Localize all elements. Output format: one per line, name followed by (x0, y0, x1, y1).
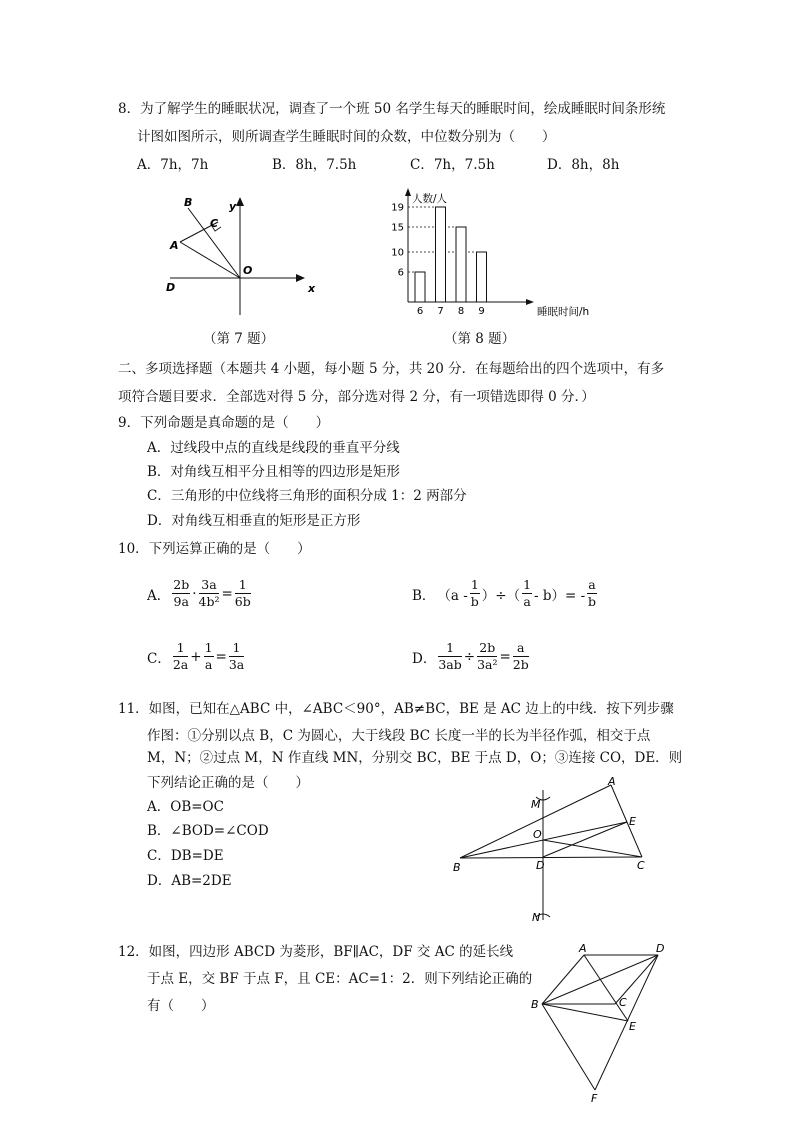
fig8-xtick-9: 9 (478, 306, 485, 317)
fig8-ytick-15: 15 (391, 222, 404, 234)
q10-b-part2: ）÷（ (481, 587, 521, 604)
q11-label-b: B (453, 861, 461, 874)
q8-stem-line2: 计图如图所示，则所调查学生睡眠时间的众数，中位数分别为（ ） (137, 129, 556, 145)
q11-option-a: A．OB=OC (147, 799, 224, 815)
q9-stem: 9．下列命题是真命题的是（ ） (118, 415, 330, 431)
q11-label-n: N (532, 911, 541, 924)
q12-line-bf (542, 1004, 595, 1090)
q11-label-m: M (531, 798, 541, 811)
q10-d-frac2: $\frac{2b}{\text{3a²}}$ (477, 640, 498, 673)
fig8-bar-9 (477, 252, 487, 302)
q10-a-label: A． (147, 587, 171, 604)
fig7-label-a: A (170, 239, 179, 252)
q11-stem-line4: 下列结论正确的是（ ） (147, 775, 309, 791)
q8-stem-line1: 8．为了解学生的睡眠状况，调查了一个班 50 名学生每天的睡眠时间，绘成睡眠时间条形统 (118, 101, 666, 117)
q12-stem-line3: 有（ ） (147, 998, 215, 1014)
fig8-bar-chart (380, 182, 610, 322)
q11-stem-line2: 作图：①分别以点 B，C 为圆心，大于线段 BC 长度一半的长为半径作弧，相交于点 (147, 728, 651, 744)
q8-option-c: C．7h，7.5h (410, 157, 495, 173)
fig8-bar-7 (436, 207, 446, 302)
q10-b-part3: - b）= - (534, 587, 586, 604)
q11-option-d: D．AB=2DE (147, 873, 232, 889)
q9-option-d: D．对角线互相垂直的矩形是正方形 (147, 513, 361, 529)
q10-option-b (412, 578, 597, 610)
q12-line-df (595, 955, 658, 1090)
fig8-ytick-6: 6 (397, 267, 404, 279)
q11-side-ac (611, 785, 642, 857)
q11-stem-line3: M，N；②过点 M，N 作直线 MN，分别交 BC，BE 于点 D，O；③连接 CO，DE．则 (147, 750, 683, 766)
q11-label-a: A (608, 775, 616, 788)
q10-stem: 10．下列运算正确的是（ ） (118, 541, 311, 557)
q12-label-b: B (531, 998, 539, 1011)
fig7-y-arrow (236, 197, 244, 206)
q8-option-d: D．8h，8h (547, 157, 620, 173)
q10-d-frac3: $\frac{a}{2b}$ (512, 640, 529, 673)
q10-a-frac1: $\frac{2b}{9a}$ (173, 577, 190, 610)
fig7-label-o: O (243, 264, 253, 277)
q12-line-ae (584, 955, 628, 1021)
q10-option-c (147, 641, 244, 673)
fig7-diagram (150, 190, 330, 310)
q10-c-frac2: $\frac{1}{a}$ (204, 640, 213, 673)
q9-option-c: C．三角形的中位线将三角形的面积分成 1：2 两部分 (147, 488, 467, 504)
section2-header-line2: 项符合题目要求．全部选对得 5 分，部分选对得 2 分，有一项错选即得 0 分．） (118, 389, 595, 405)
fig8-xtick-8: 8 (457, 306, 465, 317)
fig8-x-arrow (526, 299, 534, 305)
q10-a-eq: = (221, 585, 233, 602)
q11-option-b: B．∠BOD=∠COD (147, 823, 269, 839)
q12-stem-line1: 12．如图，四边形 ABCD 为菱形，BF∥AC，DF 交 AC 的延长线 (118, 944, 514, 960)
q11-option-c: C．DB=DE (147, 848, 224, 864)
q10-b-frac1: $\frac{1}{b}$ (470, 577, 479, 610)
q10-c-plus: + (190, 648, 202, 665)
fig8-ylabel: 人数/人 (412, 193, 448, 205)
q10-d-div: ÷ (463, 648, 476, 665)
q12-label-e: E (629, 1020, 636, 1033)
fig7-x-arrow (296, 274, 305, 282)
fig8-bar-8 (456, 227, 466, 302)
q10-c-label: C． (147, 650, 171, 667)
q10-b-frac3: $\frac{a}{b}$ (587, 577, 596, 610)
q11-segment-co (543, 840, 642, 857)
q11-stem-line1: 11．如图，已知在△ABC 中，∠ABC＜90°，AB≠BC，BE 是 AC 边上的中线．按下列步骤 (118, 701, 674, 717)
q10-d-eq: = (499, 648, 511, 665)
fig8-xlabel: 睡眠时间/h (537, 306, 590, 318)
q10-d-label: D． (412, 650, 437, 667)
q11-side-bc (460, 857, 642, 858)
q12-label-d: D (656, 942, 665, 955)
fig7-caption: （第 7 题） (203, 331, 275, 347)
q12-diagonal-bd (542, 955, 658, 1004)
q9-option-b: B．对角线互相平分且相等的四边形是矩形 (147, 464, 400, 480)
q11-label-d: D (536, 859, 545, 872)
fig8-caption: （第 8 题） (444, 331, 516, 347)
q11-label-c: C (637, 859, 645, 872)
q12-figure (525, 940, 685, 1110)
q10-b-frac2: $\frac{1}{a}$ (523, 577, 532, 610)
q11-label-e: E (629, 815, 636, 828)
fig7-label-x: x (308, 282, 316, 295)
q10-a-frac2: $\frac{3a}{\text{4b²}}$ (198, 577, 220, 610)
q12-segment-be (542, 1004, 628, 1021)
q10-a-frac3: $\frac{1}{6b}$ (234, 577, 251, 610)
fig8-xtick-6: 6 (416, 306, 424, 317)
q12-label-f: F (591, 1092, 598, 1105)
q8-option-b: B．8h，7.5h (272, 157, 357, 173)
q11-segment-de (543, 822, 627, 857)
q10-c-frac3: $\frac{1}{3a}$ (228, 640, 245, 673)
fig8-ytick-19: 19 (391, 202, 404, 214)
fig7-label-d: D (166, 281, 176, 294)
q10-c-frac1: $\frac{1}{2a}$ (172, 640, 189, 673)
fig7-label-c: C (210, 217, 219, 230)
q10-d-frac1: $\frac{1}{3ab}$ (438, 640, 462, 673)
q10-option-d (412, 641, 529, 673)
fig7-line-ao (180, 242, 240, 278)
q10-c-eq: = (215, 648, 227, 665)
q12-stem-line2: 于点 E，交 BF 于点 F，且 CE：AC=1：2．则下列结论正确的 (147, 971, 533, 987)
q9-option-a: A．过线段中点的直线是线段的垂直平分线 (147, 440, 400, 456)
q11-side-ab (460, 785, 611, 858)
fig8-bar-6 (415, 272, 425, 302)
q11-label-o: O (533, 828, 542, 841)
fig7-label-b: B (184, 196, 193, 209)
q10-b-label: B． (412, 587, 436, 604)
q12-side-ab (542, 955, 584, 1004)
q12-label-a: A (579, 942, 587, 955)
section2-header-line1: 二、多项选择题（本题共 4 小题，每小题 5 分，共 20 分．在每题给出的四个选项中，有多 (118, 361, 665, 377)
q10-b-part1: （a - (437, 587, 468, 604)
fig8-ytick-10: 10 (391, 247, 404, 259)
q8-option-a: A．7h，7h (137, 157, 209, 173)
q10-a-dot: · (192, 585, 197, 602)
q10-option-a (147, 578, 251, 610)
fig8-y-arrow (405, 188, 411, 196)
fig7-label-y: y (229, 200, 237, 213)
q11-figure (450, 775, 660, 930)
q12-label-c: C (619, 996, 627, 1009)
fig8-xtick-7: 7 (437, 306, 444, 317)
